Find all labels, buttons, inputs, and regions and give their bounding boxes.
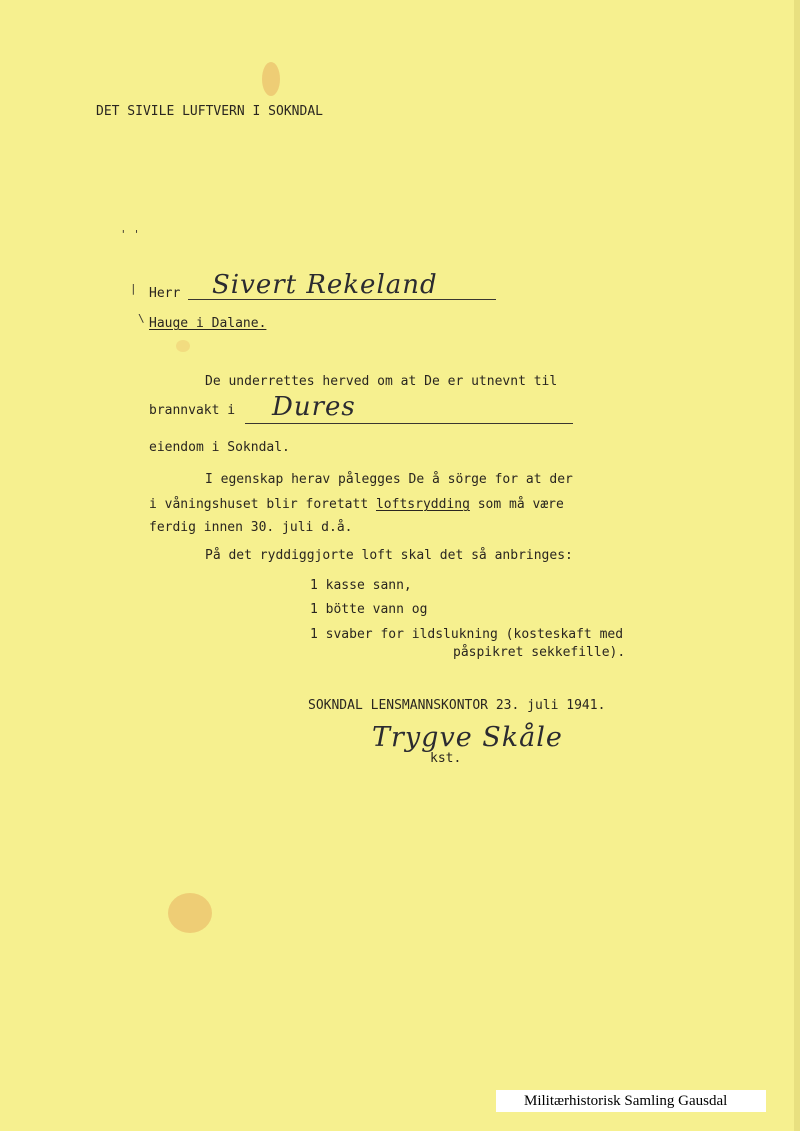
signature-title: kst. xyxy=(430,751,462,766)
collection-caption: Militærhistorisk Samling Gausdal xyxy=(496,1090,766,1112)
para2-line-3: ferdig innen 30. juli d.å. xyxy=(149,520,353,535)
signature-handwritten: Trygve Skåle xyxy=(372,722,563,753)
property-line xyxy=(245,423,573,424)
recipient-name-handwritten: Sivert Rekeland xyxy=(212,270,438,300)
emphasized-term: loftsrydding xyxy=(375,497,470,512)
margin-mark: \ xyxy=(138,312,145,325)
body-line-1: De underrettes herved om at De er utnevnt til xyxy=(205,374,558,389)
organization-heading: DET SIVILE LUFTVERN I SOKNDAL xyxy=(96,104,323,119)
list-item: 1 bötte vann og xyxy=(310,602,428,617)
list-item: 1 kasse sann, xyxy=(310,578,412,593)
para2-line-2-b: som må være xyxy=(469,497,564,512)
para2-line-1: I egenskap herav pålegges De å sörge for at der xyxy=(205,472,573,487)
property-name-handwritten: Dures xyxy=(272,392,356,422)
para3-line-1: På det ryddiggjorte loft skal det så anbringes: xyxy=(205,548,573,563)
salutation: Herr xyxy=(149,286,181,301)
place-date: SOKNDAL LENSMANNSKONTOR 23. juli 1941. xyxy=(308,698,606,713)
margin-mark: ' ' xyxy=(120,228,140,241)
body-line-2-prefix: brannvakt i xyxy=(149,403,236,418)
stain-top xyxy=(262,62,280,96)
page-edge-shadow xyxy=(794,0,800,1131)
recipient-address: Hauge i Dalane. xyxy=(149,316,267,331)
para2-line-2-a: i våningshuset blir foretatt xyxy=(149,497,376,512)
stain-bottom-left xyxy=(168,893,212,933)
list-item: påspikret sekkefille). xyxy=(453,645,626,660)
para2-line-2 xyxy=(149,497,564,513)
body-line-3: eiendom i Sokndal. xyxy=(149,440,290,455)
list-item: 1 svaber for ildslukning (kosteskaft med xyxy=(310,627,624,642)
stain-center-left xyxy=(176,340,190,352)
margin-mark: | xyxy=(130,282,137,295)
